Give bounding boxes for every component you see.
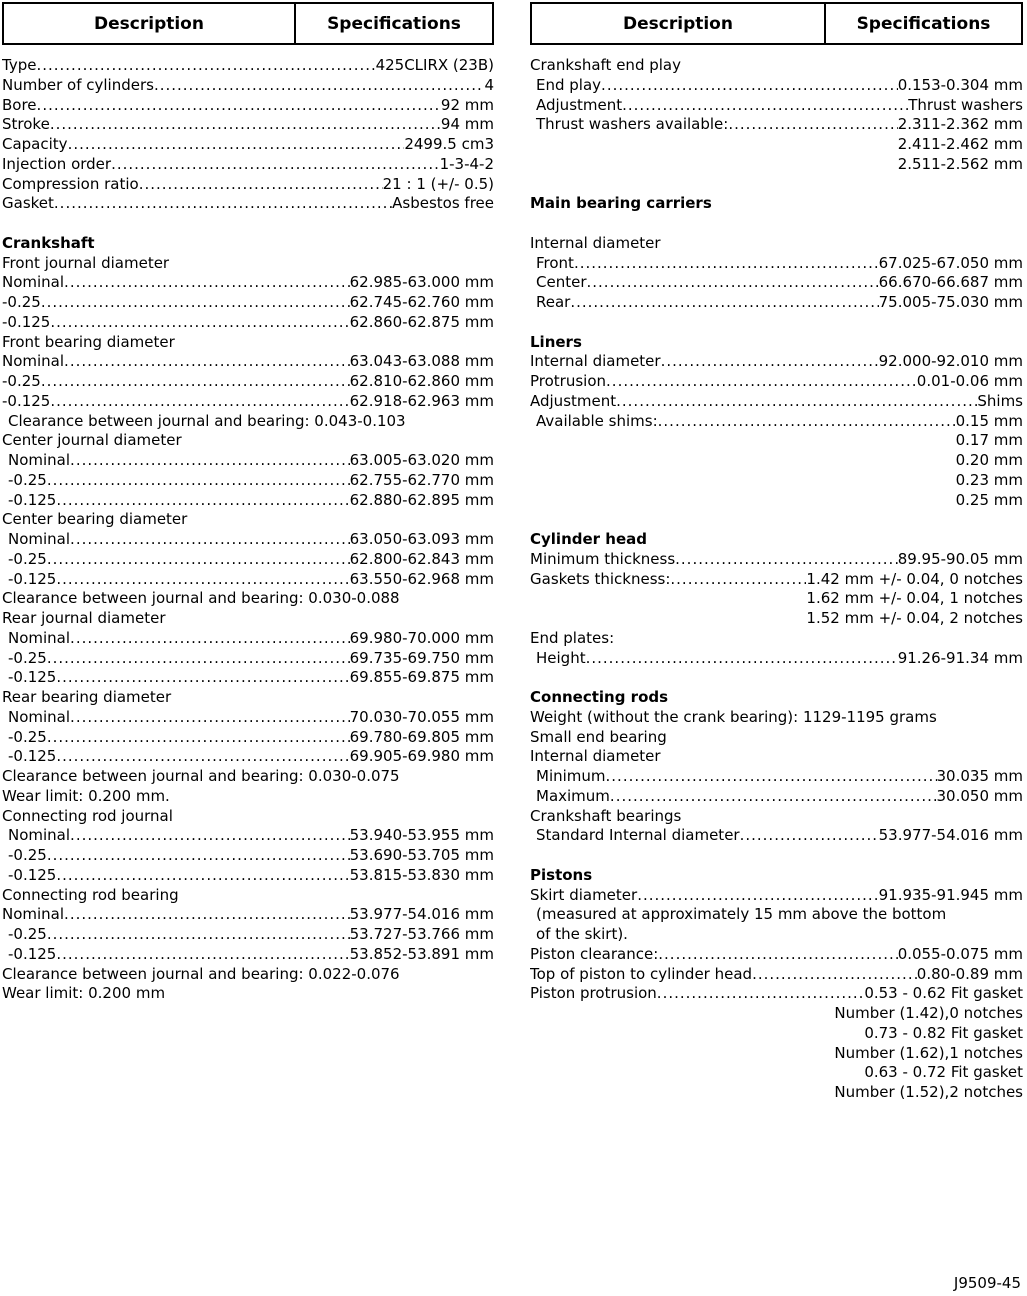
spec-value: 0.055-0.075 mm (897, 944, 1023, 963)
page-reference: J9509-45 (953, 1274, 1021, 1292)
spec-value: 63.550-62.968 mm (349, 569, 494, 588)
spec-text: Small end bearing (530, 727, 667, 746)
dot-leader (675, 550, 898, 570)
dot-leader (70, 451, 350, 471)
spec-value: 62.918-62.963 mm (349, 391, 494, 410)
left-spec-list (2, 56, 494, 1004)
dot-leader (50, 313, 349, 333)
spec-value-continuation: 2.411-2.462 mm (897, 135, 1023, 153)
spec-value: 62.860-62.875 mm (349, 312, 494, 331)
spec-label: -0.25 (8, 727, 47, 746)
left-column (2, 2, 494, 1004)
spacer (530, 214, 1023, 234)
spec-label: -0.25 (2, 372, 41, 390)
spec-label: Compression ratio (2, 174, 139, 193)
spec-label: Nominal (8, 530, 71, 548)
spec-row (2, 925, 494, 945)
spec-value: 91.935-91.945 mm (878, 885, 1023, 904)
spec-value: 63.005-63.020 mm (349, 451, 494, 469)
dot-leader (657, 984, 865, 1004)
spec-row (2, 471, 494, 491)
spec-label: Protrusion (530, 372, 607, 390)
spec-value-continuation: Number (1.52),2 notches (834, 1083, 1023, 1101)
spec-label: -0.125 (8, 865, 57, 884)
dot-leader (64, 273, 350, 293)
spec-label: Internal diameter (530, 352, 661, 371)
spec-value: 2499.5 cm3 (404, 135, 494, 153)
spec-row (530, 352, 1023, 372)
dot-leader (658, 412, 956, 432)
spec-text: Wear limit: 0.200 mm (2, 984, 166, 1003)
spec-value: 30.050 mm (936, 786, 1023, 805)
dot-leader (740, 826, 879, 846)
spacer (530, 175, 1023, 195)
spec-label: -0.25 (8, 648, 47, 667)
spec-label: Maximum (536, 786, 610, 805)
specifications-header: Specifications (327, 13, 461, 34)
spec-value-continuation: 0.73 - 0.82 Fit gasket (864, 1023, 1023, 1042)
spec-row (530, 570, 1023, 590)
spec-text: Connecting rod bearing (2, 885, 179, 904)
spec-value: 63.043-63.088 mm (349, 352, 494, 371)
spec-label: -0.125 (8, 490, 57, 509)
section-heading: Main bearing carriers (530, 194, 712, 213)
spec-row (2, 155, 494, 175)
spec-value: 53.977-54.016 mm (349, 905, 494, 924)
spec-value: Asbestos free (392, 194, 494, 213)
spacer (530, 313, 1023, 333)
dot-leader (752, 965, 917, 985)
spec-label: -0.125 (8, 944, 57, 963)
spec-row (2, 530, 494, 550)
spec-label: Piston clearance: (530, 944, 659, 963)
spec-row (2, 629, 494, 649)
spec-text: Rear journal diameter (2, 609, 166, 627)
spec-text: Crankshaft end play (530, 56, 681, 74)
spec-text: Center bearing diameter (2, 510, 188, 529)
dot-leader (139, 175, 383, 195)
dot-leader (70, 629, 350, 649)
spec-text: Internal diameter (530, 747, 661, 766)
spec-value-continuation: Number (1.62),1 notches (834, 1043, 1023, 1062)
dot-leader (70, 826, 350, 846)
spec-label: Nominal (2, 905, 65, 924)
dot-leader (41, 372, 350, 392)
spec-value: 62.745-62.760 mm (349, 293, 494, 311)
spec-row (2, 392, 494, 412)
spec-row (2, 273, 494, 293)
spec-row (530, 115, 1023, 135)
dot-leader (616, 392, 977, 412)
spec-row (530, 254, 1023, 274)
spec-label: Nominal (8, 451, 71, 469)
spec-value-continuation: 1.62 mm +/- 0.04, 1 notches (806, 589, 1023, 608)
description-header: Description (532, 4, 826, 43)
dot-leader (64, 352, 350, 372)
spec-value: 69.780-69.805 mm (349, 727, 494, 746)
spec-row (2, 846, 494, 866)
spec-row (530, 945, 1023, 965)
dot-leader (47, 728, 350, 748)
spec-text: Front bearing diameter (2, 332, 175, 351)
spec-row (2, 76, 494, 96)
spec-row (530, 767, 1023, 787)
spec-value: 30.035 mm (936, 767, 1023, 785)
spec-value: 53.852-53.891 mm (349, 944, 494, 963)
spec-row (2, 570, 494, 590)
dot-leader (637, 886, 878, 906)
spec-value: 0.153-0.304 mm (897, 75, 1023, 94)
spec-row (2, 826, 494, 846)
dot-leader (41, 293, 350, 313)
dot-leader (54, 194, 392, 214)
spec-label: Gasket (2, 194, 54, 213)
spec-row (2, 175, 494, 195)
spec-value: 75.005-75.030 mm (878, 293, 1023, 311)
spec-value: 92 mm (440, 95, 494, 114)
section-heading: Crankshaft (2, 233, 95, 252)
spec-label: -0.25 (2, 293, 41, 311)
spec-value: 69.980-70.000 mm (349, 628, 494, 647)
spec-value: 62.985-63.000 mm (349, 273, 494, 292)
spec-label: Stroke (2, 115, 50, 134)
spec-label: End play (536, 75, 602, 94)
left-table-header (2, 2, 494, 45)
spec-value: 89.95-90.05 mm (897, 549, 1023, 568)
spec-row (2, 668, 494, 688)
spec-row (530, 372, 1023, 392)
spec-value-continuation: 0.20 mm (955, 451, 1023, 469)
spec-value: 63.050-63.093 mm (349, 530, 494, 548)
spec-row (2, 451, 494, 471)
spec-value: 69.905-69.980 mm (349, 747, 494, 766)
spec-label: -0.25 (8, 846, 47, 864)
spec-row (530, 787, 1023, 807)
spec-label: -0.125 (8, 569, 57, 588)
spec-label: Rear (536, 293, 571, 311)
spec-label: Nominal (8, 707, 71, 726)
spec-text: Front journal diameter (2, 253, 170, 272)
spec-value: 62.800-62.843 mm (349, 549, 494, 568)
dot-leader (606, 767, 937, 787)
spec-value: Thrust washers (908, 95, 1023, 114)
spec-row (2, 135, 494, 155)
spec-value: 425CLIRX (23B) (375, 56, 494, 74)
spec-value-continuation: Number (1.42),0 notches (834, 1004, 1023, 1022)
dot-leader (610, 787, 937, 807)
spec-label: Nominal (2, 273, 65, 292)
spec-text: Internal diameter (530, 233, 661, 252)
dot-leader (64, 905, 350, 925)
spec-text: Rear bearing diameter (2, 688, 172, 706)
spec-value-continuation: 0.17 mm (955, 431, 1023, 450)
dot-leader (50, 115, 441, 135)
dot-leader (622, 96, 908, 116)
spec-row (2, 293, 494, 313)
spec-row (2, 550, 494, 570)
spec-row (530, 550, 1023, 570)
spec-label: -0.125 (2, 391, 51, 410)
dot-leader (47, 471, 350, 491)
spec-row (530, 965, 1023, 985)
spec-value: 53.977-54.016 mm (878, 826, 1023, 845)
spec-row (530, 649, 1023, 669)
dot-leader (56, 570, 349, 590)
spec-label: Gaskets thickness: (530, 569, 671, 588)
spec-row (2, 352, 494, 372)
spec-row (2, 945, 494, 965)
spec-value-continuation: 0.25 mm (955, 490, 1023, 509)
dot-leader (570, 293, 878, 313)
spec-label: Minimum (536, 767, 606, 785)
spec-value: 69.855-69.875 mm (349, 668, 494, 687)
spec-text: Clearance between journal and bearing: 0.030-0.088 (2, 589, 400, 608)
spec-text: Center journal diameter (2, 431, 182, 450)
dot-leader (47, 846, 350, 866)
spec-row (2, 115, 494, 135)
dot-leader (70, 708, 350, 728)
dot-leader (68, 135, 405, 155)
spec-label: Capacity (2, 135, 68, 153)
spec-text: Weight (without the crank bearing): 1129-1195 grams (530, 707, 937, 726)
spec-label: Adjustment (536, 95, 623, 114)
dot-leader (56, 668, 349, 688)
spacer (530, 846, 1023, 866)
spec-value: 1.42 mm +/- 0.04, 0 notches (806, 569, 1023, 588)
spec-text: Crankshaft bearings (530, 806, 682, 825)
dot-leader (47, 550, 350, 570)
spec-row (2, 649, 494, 669)
spec-value: 62.880-62.895 mm (349, 490, 494, 509)
dot-leader (56, 747, 349, 767)
spec-text: Connecting rod journal (2, 806, 173, 825)
dot-leader (587, 273, 879, 293)
spec-label: Piston protrusion (530, 984, 657, 1003)
dot-leader (50, 392, 349, 412)
spec-text: Clearance between journal and bearing: 0.043-0.103 (8, 411, 406, 430)
dot-leader (601, 76, 898, 96)
spec-row (530, 392, 1023, 412)
spec-label: -0.25 (8, 470, 47, 489)
spec-value: 0.15 mm (955, 411, 1023, 430)
spacer (530, 668, 1023, 688)
spec-label: Skirt diameter (530, 885, 638, 904)
description-header: Description (4, 4, 296, 43)
section-heading: Cylinder head (530, 530, 647, 548)
dot-leader (574, 254, 879, 274)
dot-leader (661, 352, 879, 372)
spacer (2, 214, 494, 234)
spec-label: Thrust washers available: (536, 115, 729, 134)
spec-value: 53.940-53.955 mm (349, 826, 494, 845)
dot-leader (36, 56, 375, 76)
spec-row (2, 313, 494, 333)
dot-leader (56, 491, 349, 511)
spec-label: Type (2, 56, 37, 74)
spec-label: Center (536, 273, 587, 292)
spec-value: 53.727-53.766 mm (349, 925, 494, 943)
spec-text: Wear limit: 0.200 mm. (2, 786, 170, 805)
spec-value: 94 mm (440, 115, 494, 134)
spec-value: 53.690-53.705 mm (349, 846, 494, 864)
spec-value: 0.53 - 0.62 Fit gasket (864, 984, 1023, 1003)
spec-row (530, 984, 1023, 1004)
dot-leader (728, 115, 897, 135)
dot-leader (658, 945, 897, 965)
spec-value-continuation: 2.511-2.562 mm (897, 154, 1023, 173)
dot-leader (47, 925, 350, 945)
spec-row (530, 76, 1023, 96)
spec-label: -0.125 (8, 668, 57, 687)
spec-row (2, 372, 494, 392)
spec-value: 91.26-91.34 mm (897, 648, 1023, 667)
spec-row (530, 293, 1023, 313)
spec-row (2, 866, 494, 886)
spec-value: 21 : 1 (+/- 0.5) (382, 174, 494, 193)
spec-label: Front (536, 253, 574, 272)
spec-value-continuation: 1.52 mm +/- 0.04, 2 notches (806, 609, 1023, 627)
spec-row (2, 728, 494, 748)
dot-leader (56, 866, 349, 886)
spec-value: 0.80-0.89 mm (916, 964, 1023, 983)
spec-label: Top of piston to cylinder head (530, 964, 753, 983)
spec-row (2, 708, 494, 728)
dot-leader (56, 945, 349, 965)
section-heading: Liners (530, 332, 582, 351)
dot-leader (586, 649, 898, 669)
dot-leader (111, 155, 440, 175)
spec-row (2, 194, 494, 214)
spec-text: of the skirt). (536, 925, 628, 943)
spec-label: -0.125 (8, 747, 57, 766)
dot-leader (37, 96, 441, 116)
spec-value: 66.670-66.687 mm (878, 273, 1023, 292)
spec-label: Height (536, 648, 586, 667)
dot-leader (154, 76, 485, 96)
spec-row (530, 273, 1023, 293)
dot-leader (670, 570, 806, 590)
spec-label: Bore (2, 95, 37, 114)
dot-leader (47, 649, 350, 669)
spec-label: -0.125 (2, 312, 51, 331)
spec-value-continuation: 0.63 - 0.72 Fit gasket (864, 1063, 1023, 1082)
spec-label: Available shims: (536, 411, 658, 430)
spec-label: Nominal (8, 628, 71, 647)
spec-value-continuation: 0.23 mm (955, 470, 1023, 489)
spec-value: 67.025-67.050 mm (878, 253, 1023, 272)
spec-text: End plates: (530, 628, 615, 647)
section-heading: Connecting rods (530, 688, 669, 706)
spec-row (2, 747, 494, 767)
spec-value: 0.01-0.06 mm (916, 372, 1023, 390)
spec-row (530, 96, 1023, 116)
spec-value: 53.815-53.830 mm (349, 865, 494, 884)
spec-value: 4 (484, 75, 494, 94)
spec-label: -0.25 (8, 549, 47, 568)
spec-row (2, 56, 494, 76)
spec-row (2, 491, 494, 511)
dot-leader (606, 372, 917, 392)
spec-label: Minimum thickness (530, 549, 676, 568)
spec-row (530, 886, 1023, 906)
specifications-header: Specifications (856, 13, 991, 34)
spacer (530, 510, 1023, 530)
spec-value: 69.735-69.750 mm (349, 648, 494, 667)
spec-value: Shims (977, 391, 1023, 410)
spec-value: 62.810-62.860 mm (349, 372, 494, 390)
spec-label: Standard Internal diameter (536, 826, 740, 845)
spec-row (530, 412, 1023, 432)
spec-value: 92.000-92.010 mm (878, 352, 1023, 371)
spec-text: Clearance between journal and bearing: 0.030-0.075 (2, 767, 400, 785)
spec-value: 70.030-70.055 mm (349, 707, 494, 726)
spec-value: 62.755-62.770 mm (349, 470, 494, 489)
spec-value: 2.311-2.362 mm (897, 115, 1023, 134)
right-spec-list (530, 56, 1023, 1103)
right-table-header (530, 2, 1023, 45)
spec-row (2, 96, 494, 116)
right-column (530, 2, 1023, 1103)
dot-leader (70, 530, 350, 550)
spec-label: Nominal (2, 352, 65, 371)
spec-label: -0.25 (8, 925, 47, 943)
spec-label: Number of cylinders (2, 75, 154, 94)
spec-label: Adjustment (530, 391, 617, 410)
spec-value: 1-3-4-2 (439, 154, 494, 173)
spec-text: (measured at approximately 15 mm above the bottom (536, 905, 947, 924)
section-heading: Pistons (530, 865, 593, 884)
spec-row (2, 905, 494, 925)
spec-label: Nominal (8, 826, 71, 845)
spec-row (530, 826, 1023, 846)
spec-label: Injection order (2, 154, 112, 173)
spec-text: Clearance between journal and bearing: 0.022-0.076 (2, 964, 400, 983)
